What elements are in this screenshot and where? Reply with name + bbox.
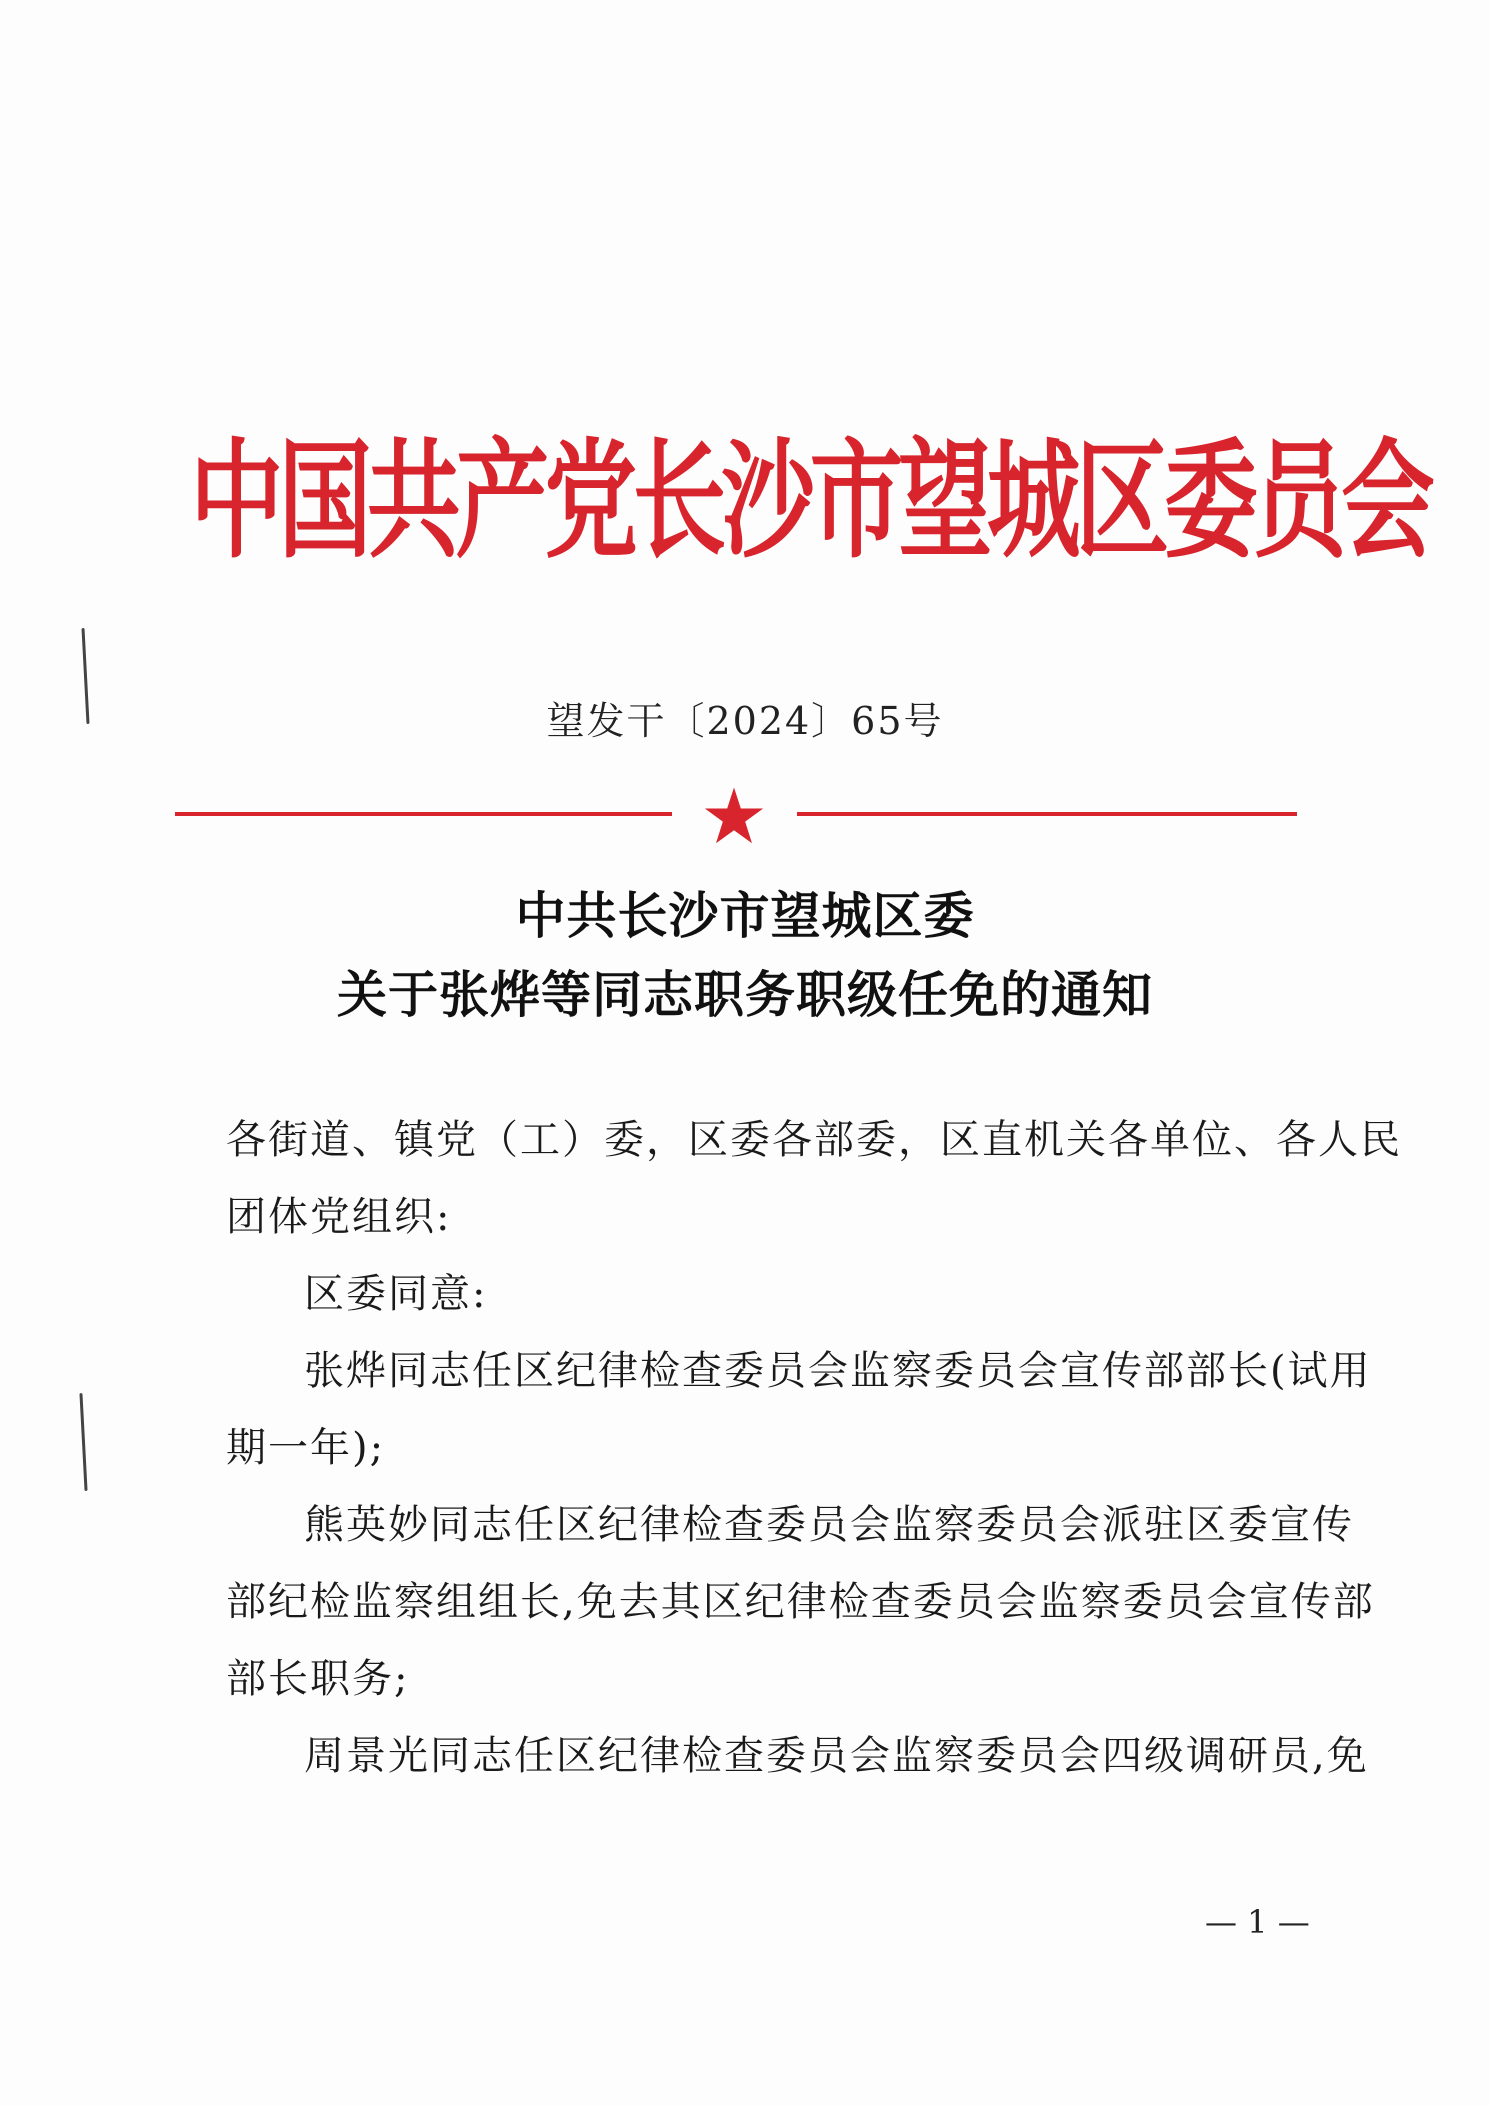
- body-line-addressees: 各街道、镇党（工）委，区委各部委，区直机关各单位、各人民: [226, 1117, 1402, 1163]
- body-line-addressees-cont: 团体党组织:: [226, 1194, 452, 1240]
- body-line-appointment-xiong: 熊英妙同志任区纪律检查委员会监察委员会派驻区委宣传: [304, 1502, 1354, 1548]
- body-line-appointment-zhang-cont: 期一年);: [226, 1425, 386, 1471]
- red-rule-right: [797, 812, 1297, 816]
- body-line-appointment-zhang: 张烨同志任区纪律检查委员会监察委员会宣传部部长(试用: [304, 1348, 1372, 1394]
- notice-title-line-2: 关于张烨等同志职务职级任免的通知: [337, 966, 1153, 1024]
- red-star-icon: [703, 786, 765, 846]
- body-line-appointment-xiong-end: 部长职务;: [226, 1656, 410, 1702]
- binding-mark-bottom: [79, 1393, 87, 1491]
- red-rule-left: [175, 812, 672, 816]
- body-line-approval: 区委同意:: [304, 1271, 488, 1317]
- document-number: 望发干〔2024〕65号: [546, 699, 944, 743]
- issuing-organization-header: 中国共产党长沙市望城区委员会: [190, 424, 1430, 576]
- notice-title-line-1: 中共长沙市望城区委: [515, 887, 975, 945]
- body-line-appointment-xiong-cont: 部纪检监察组组长,免去其区纪律检查委员会监察委员会宣传部: [226, 1579, 1375, 1625]
- page-number: — 1 —: [1205, 1903, 1310, 1941]
- body-line-appointment-zhou: 周景光同志任区纪律检查委员会监察委员会四级调研员,免: [304, 1733, 1369, 1779]
